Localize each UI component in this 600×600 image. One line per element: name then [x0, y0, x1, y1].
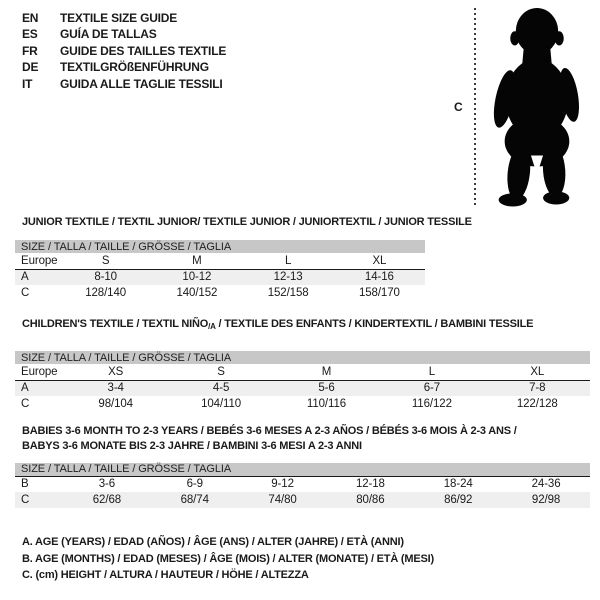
title-subscript: /A [208, 322, 216, 331]
height-value: 80/86 [326, 492, 414, 508]
age-value: 24-36 [531, 478, 561, 491]
size-col-header: XL [485, 364, 590, 380]
footnotes [22, 534, 434, 584]
size-header-label: SIZE / TALLA / TAILLE / GRÖSSE / TAGLIA [15, 351, 590, 364]
row-label: A [15, 380, 63, 396]
row-label: A [15, 269, 60, 285]
junior-section-title: JUNIOR TEXTILE / TEXTIL JUNIOR/ TEXTILE JUNIOR / JUNIORTEXTIL / JUNIOR TESSILE [22, 216, 472, 228]
title-line-1: BABIES 3-6 MONTH TO 2-3 YEARS / BEBÉS 3-6 MESES A 2-3 AÑOS / BÉBÉS 3-6 MOIS À 2-3 ANS / [22, 425, 517, 437]
height-value: 62/68 [63, 492, 151, 508]
age-value: 4-5 [168, 380, 273, 396]
babies-section-title [22, 424, 600, 454]
language-title: GUIDA ALLE TAGLIE TESSILI [60, 76, 223, 91]
age-value: 6-9 [186, 478, 203, 491]
junior-section [0, 217, 600, 301]
language-code: DE [22, 60, 39, 75]
age-value: 12-13 [243, 269, 334, 285]
children-section [0, 319, 600, 412]
age-value: 9-12 [271, 478, 294, 491]
language-title: TEXTILGRÖßENFÜHRUNG [60, 60, 209, 75]
row-label: Europe [15, 364, 63, 380]
size-col-header: S [60, 253, 151, 269]
age-months-row [15, 476, 590, 492]
size-col-header: M [151, 253, 242, 269]
height-value: 92/98 [502, 492, 590, 508]
junior-size-table [15, 240, 425, 301]
height-value: 122/128 [516, 398, 558, 410]
height-measure-label: C [454, 100, 463, 114]
babies-section [0, 424, 600, 508]
children-section-title [22, 319, 600, 332]
size-header-label: SIZE / TALLA / TAILLE / GRÖSSE / TAGLIA [15, 463, 590, 476]
language-code: EN [22, 11, 39, 25]
age-value: 5-6 [274, 380, 379, 396]
baby-figure [440, 0, 600, 212]
height-value: 68/74 [151, 492, 239, 508]
europe-sizes-row [15, 253, 425, 269]
size-col-header: L [243, 253, 334, 269]
size-col-header: XL [334, 253, 425, 269]
babies-size-table [15, 463, 590, 508]
height-cm-row [15, 492, 590, 508]
language-code: FR [22, 43, 38, 58]
baby-silhouette-icon [487, 6, 589, 208]
language-row-de [22, 59, 226, 75]
age-years-row [15, 380, 590, 396]
height-value: 116/122 [411, 398, 452, 410]
title-text: CHILDREN'S TEXTILE / TEXTIL NIÑO [22, 318, 209, 330]
height-value: 86/92 [414, 492, 502, 508]
row-label: C [15, 492, 63, 508]
height-value: 74/80 [239, 492, 327, 508]
age-value: 8-10 [60, 269, 151, 285]
size-col-header: M [274, 364, 379, 380]
height-value: 104/110 [201, 398, 242, 410]
age-value: 7-8 [485, 380, 590, 396]
title-line-2: BABYS 3-6 MONATE BIS 2-3 JAHRE / BAMBINI 3-6 MESI A 2-3 ANNI [22, 440, 362, 452]
language-list [22, 10, 226, 92]
children-size-table [15, 351, 590, 412]
age-value: 12-18 [355, 478, 385, 491]
age-value: 18-24 [443, 478, 473, 491]
language-title: GUIDE DES TAILLES TEXTILE [60, 43, 227, 58]
age-value: 6-7 [379, 380, 484, 396]
age-value: 10-12 [151, 269, 242, 285]
size-col-header: XS [63, 364, 168, 380]
size-col-header: S [168, 364, 273, 380]
row-label: C [21, 287, 30, 299]
language-code: IT [22, 76, 33, 91]
language-title: TEXTILE SIZE GUIDE [60, 11, 178, 25]
age-value: 3-6 [98, 478, 116, 491]
height-measure-dashed-line [474, 8, 476, 206]
age-value: 14-16 [334, 269, 425, 285]
title-text: / TEXTILE DES ENFANTS / KINDERTEXTIL / BAMBINI TESSILE [215, 318, 534, 330]
language-row-en [22, 10, 226, 26]
language-row-fr [22, 43, 226, 59]
footnote-a: A. AGE (YEARS) / EDAD (AÑOS) / ÂGE (ANS) / ALTER (JAHRE) / ETÀ (ANNI) [22, 536, 404, 548]
row-label: Europe [15, 253, 60, 269]
height-value: 128/140 [85, 287, 127, 299]
height-cm-row [15, 285, 425, 301]
europe-sizes-row [15, 364, 590, 380]
age-value: 3-4 [63, 380, 168, 396]
size-header-label: SIZE / TALLA / TAILLE / GRÖSSE / TAGLIA [15, 240, 425, 253]
size-header-band [15, 463, 590, 476]
row-label: B [21, 478, 29, 491]
footnote-b: B. AGE (MONTHS) / EDAD (MESES) / ÂGE (MOIS) / ALTER (MONATE) / ETÀ (MESI) [22, 552, 434, 565]
language-title: GUÍA DE TALLAS [60, 27, 157, 42]
height-value: 110/116 [306, 398, 347, 410]
language-row-it [22, 76, 226, 92]
footnote-c: C. (cm) HEIGHT / ALTURA / HAUTEUR / HÖHE / ALTEZZA [22, 569, 309, 581]
size-header-band [15, 240, 425, 253]
height-value: 140/152 [176, 287, 218, 299]
height-value: 98/104 [98, 398, 133, 410]
language-row-es [22, 26, 226, 42]
size-header-band [15, 351, 590, 364]
height-value: 158/170 [358, 287, 400, 299]
age-years-row [15, 269, 425, 285]
row-label: C [21, 398, 30, 410]
language-code: ES [22, 27, 38, 42]
size-col-header: L [379, 364, 484, 380]
height-cm-row [15, 396, 590, 412]
height-value: 152/158 [267, 287, 309, 299]
